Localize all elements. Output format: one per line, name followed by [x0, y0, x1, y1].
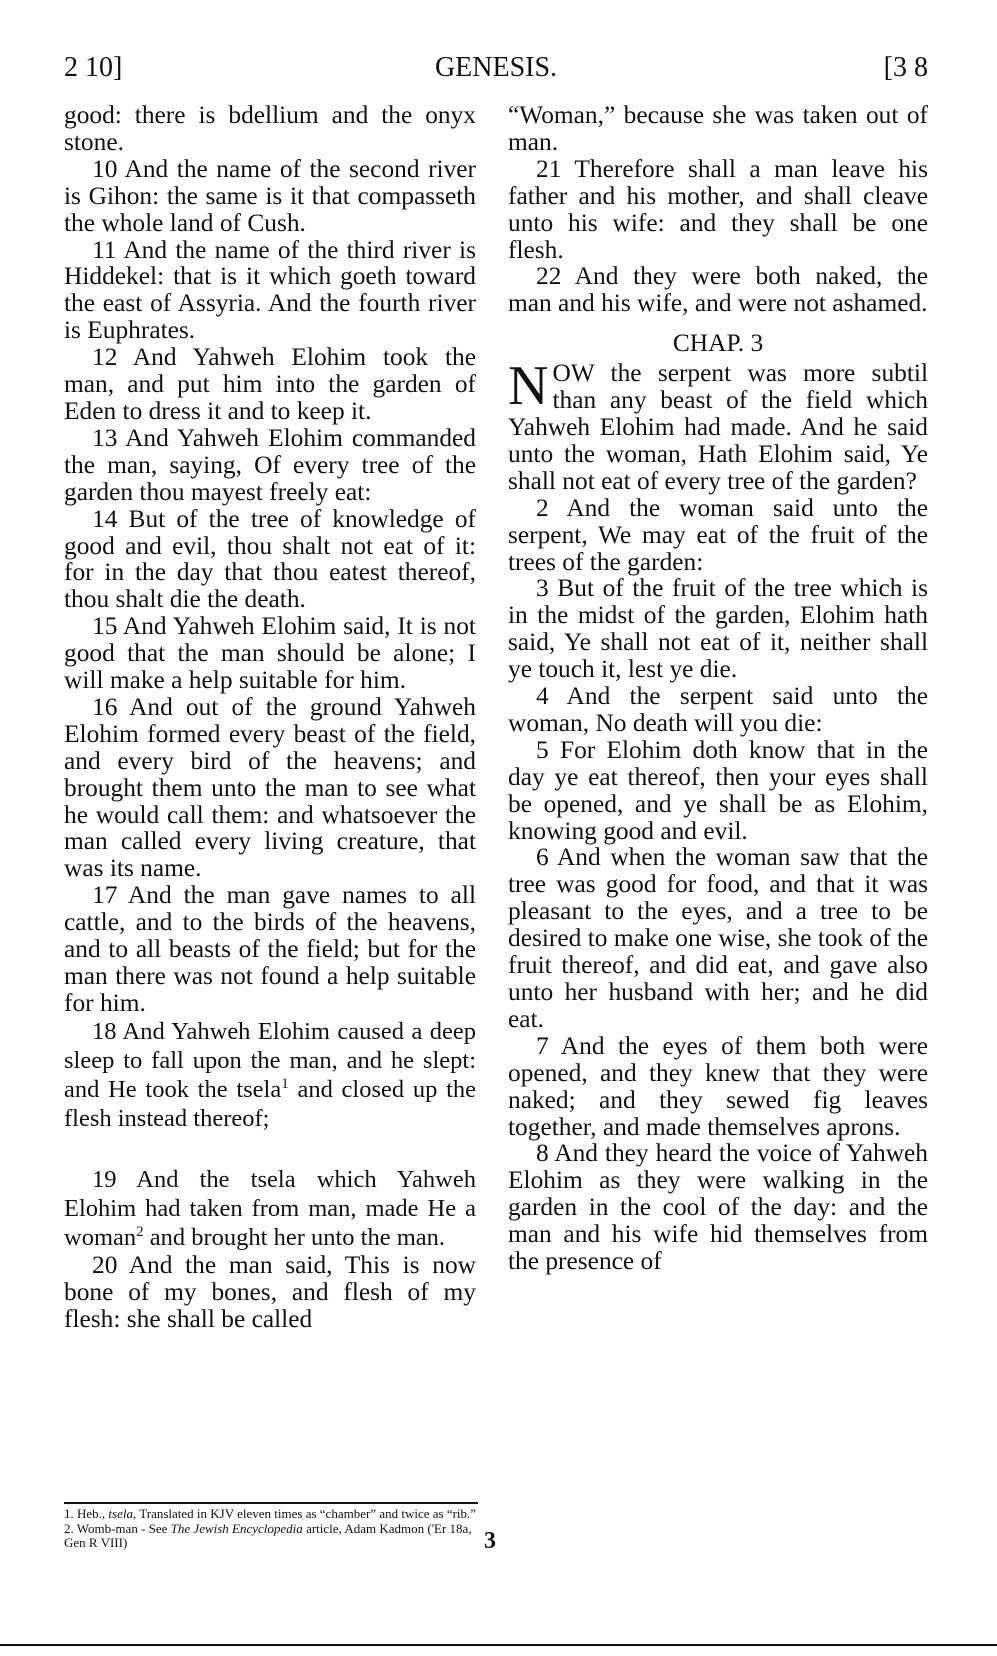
verse-text: good: there is bdellium and the onyx stone.: [64, 101, 476, 156]
verse-text: 15 And Yahweh Elohim said, It is not good that the man should be alone; I will make a help suitable for him.: [64, 612, 476, 695]
verse-text: 8 And they heard the voice of Yahweh Elohim as they were walking in the garden in the cool of the day: and the man and his wife hid themselves from the presence of: [508, 1139, 928, 1276]
verse-18-text: 18 And Yahweh Elohim caused a deep sleep to fall upon the man, and he slept: and He took the tsela: [64, 1017, 476, 1103]
verse-text: 14 But of the tree of knowledge of good and evil, thou shalt not eat of it: for in the day that thou eatest thereof, thou shalt die the death.: [64, 504, 476, 614]
footnote-2-text-cont: article, Adam Kadmon ('Er 18a, Gen R VIII): [64, 1520, 472, 1550]
verse-text: 10 And the name of the second river is Gihon: the same is it that compasseth the whole land of Cush.: [64, 154, 476, 237]
verse-text: 22 And they were both naked, the man and his wife, and were not ashamed.: [508, 262, 928, 318]
footnote-1: [64, 1507, 478, 1522]
header-book-title: GENESIS.: [434, 52, 558, 83]
chapter-opening-verse: [508, 355, 928, 495]
footnote-1-term: tsela: [108, 1506, 133, 1521]
verse-text: 13 And Yahweh Elohim commanded the man, saying, Of every tree of the garden thou mayest freely eat:: [64, 423, 476, 506]
verse-text: 6 And when the woman saw that the tree was good for food, and that it was pleasant to the eyes, and a tree to be desired to make one wise, she took of the fruit thereof, and did eat, and gave also unto her husband with her; and he did eat.: [508, 843, 928, 1033]
right-column: [508, 102, 928, 1275]
verse-text: 4 And the serpent said unto the woman, No death will you die:: [508, 682, 928, 737]
verse-19-text-cont: and brought her unto the man.: [143, 1223, 446, 1251]
header-verse-range-start: 2 10]: [64, 52, 123, 83]
footnote-1-text: 1. Heb.,: [64, 1506, 109, 1521]
verse-text: 16 And out of the ground Yahweh Elohim formed every beast of the field, and every bird of the heavens; and brought them unto the man to see what he would call them: and whatsoever the man called every living creature, that was its name.: [64, 692, 476, 883]
verse-text: 2 And the woman said unto the serpent, We may eat of the fruit of the trees of the garden:: [508, 493, 928, 576]
footnote-marker: 2: [136, 1223, 144, 1240]
chapter-opening-text: OW the serpent was more subtil than any beast of the field which Yahweh Elohim had made. And he said unto the woman, Hath Elohim said, Ye shall not eat of every tree of the garden?: [508, 359, 928, 495]
verse-text: “Woman,” because she was taken out of man.: [508, 101, 928, 156]
verse-text: 12 And Yahweh Elohim took the man, and put him into the garden of Eden to dress it and to keep it.: [64, 343, 476, 425]
footnote-1-text-cont: , Translated in KJV eleven times as “chamber” and twice as “rib.”: [132, 1506, 477, 1521]
header-verse-range-end: [3 8: [883, 52, 928, 83]
verse-text: 21 Therefore shall a man leave his father and his mother, and shall cleave unto his wife: and they shall be one flesh.: [508, 154, 928, 264]
verse-text: 11 And the name of the third river is Hiddekel: that is it which goeth toward the east of Assyria. And the fourth river is Euphrates.: [64, 235, 476, 345]
verse-text: 17 And the man gave names to all cattle, and to the birds of the heavens, and to all beasts of the field; but for the man there was not found a help suitable for him.: [64, 881, 476, 1017]
page-number: 3: [484, 1528, 496, 1554]
verse-text: 7 And the eyes of them both were opened, and they knew that they were naked; and they sewed fig leaves together, and made themselves aprons.: [508, 1031, 928, 1141]
drop-cap-letter: N: [508, 355, 549, 418]
spacer: [64, 1133, 476, 1165]
footnote-marker: 1: [281, 1075, 289, 1092]
page-bottom-rule: [0, 1644, 997, 1646]
verse-18-text-cont: and closed up the flesh instead thereof;: [64, 1075, 476, 1132]
footnote-divider: [64, 1502, 478, 1504]
footnotes: [64, 1507, 478, 1551]
left-column: [64, 102, 476, 1333]
footnote-2-text: 2. Womb-man - See: [64, 1520, 171, 1536]
verse-text: 20 And the man said, This is now bone of my bones, and flesh of my flesh: she shall be called: [64, 1250, 476, 1333]
verse-text: 5 For Elohim doth know that in the day ye eat thereof, then your eyes shall be opened, and ye shall be as Elohim, knowing good and evil.: [508, 735, 928, 845]
verse-text: [64, 1165, 476, 1252]
footnote-2-title: The Jewish Encyclopedia: [170, 1520, 303, 1536]
running-header: [64, 52, 928, 92]
verse-text: 3 But of the fruit of the tree which is in the midst of the garden, Elohim hath said, Ye shall not eat of it, neither shall ye touch it, lest ye die.: [508, 574, 928, 684]
chapter-heading: CHAP. 3: [672, 329, 764, 358]
footnote-2: [64, 1522, 478, 1551]
verse-19-text: 19 And the tsela which Yahweh Elohim had taken from man, made He a woman: [64, 1165, 476, 1251]
verse-text: [64, 1017, 476, 1133]
